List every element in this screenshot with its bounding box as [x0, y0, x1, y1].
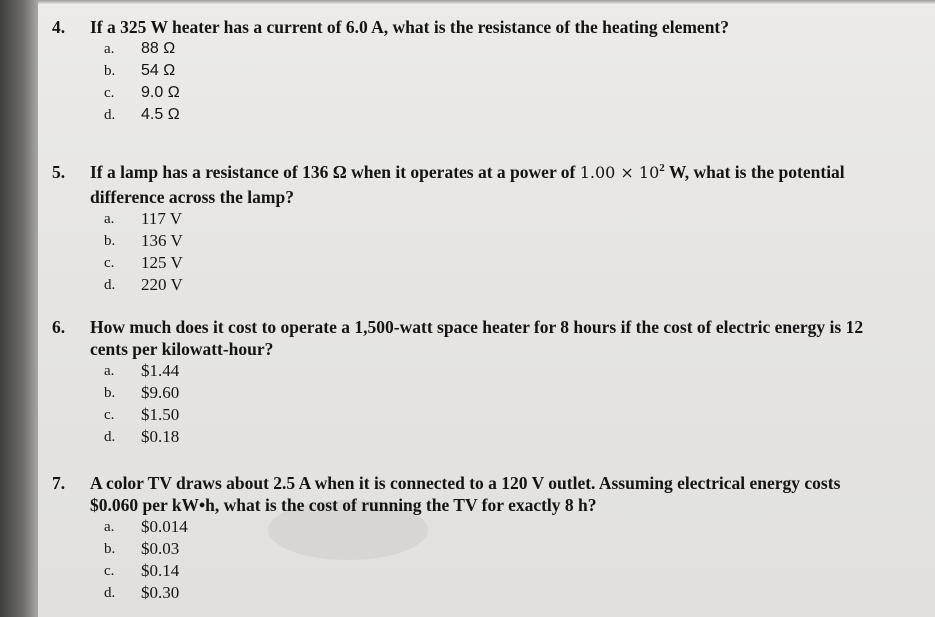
answer-choice-a[interactable] [104, 38, 729, 60]
question-5 [52, 161, 845, 296]
choice-letter: b. [104, 541, 116, 557]
question-text-line-1: How much does it cost to operate a 1,500-watt space heater for 8 hours if the cost of electric energy is 12 [90, 317, 864, 337]
choice-value: 4.5 Ω [141, 106, 180, 123]
question-text-line-2: $0.060 per kW•h, what is the cost of running the TV for exactly 8 h? [90, 495, 597, 515]
question-number: 5. [52, 162, 66, 182]
choice-letter: a. [104, 41, 115, 57]
question-4-stem [52, 16, 729, 38]
answer-choice-b[interactable] [104, 538, 840, 560]
photo-top-edge [38, 0, 935, 4]
choice-letter: b. [104, 233, 116, 249]
question-text: W, what is the potential [664, 162, 845, 182]
choice-letter: d. [104, 107, 116, 123]
choice-letter: b. [104, 63, 116, 79]
answer-choices [52, 38, 729, 126]
choice-value: $0.18 [141, 427, 180, 446]
photo-left-edge [0, 0, 38, 617]
question-7 [52, 472, 840, 604]
answer-choice-d[interactable] [104, 104, 729, 126]
question-6 [52, 316, 863, 448]
question-4 [52, 16, 729, 126]
choice-value: $0.014 [141, 517, 188, 536]
question-text-line-1: A color TV draws about 2.5 A when it is connected to a 120 V outlet. Assuming electrical energy costs [90, 473, 841, 493]
choice-letter: b. [104, 385, 116, 401]
choice-letter: d. [104, 277, 116, 293]
answer-choice-a[interactable] [104, 360, 863, 382]
choice-value: $0.03 [141, 539, 180, 558]
question-5-stem [52, 161, 845, 208]
choice-value: $9.60 [141, 383, 180, 402]
question-number: 7. [52, 473, 66, 493]
question-text-line-2: difference across the lamp? [90, 187, 294, 207]
question-6-stem [52, 316, 863, 360]
answer-choice-c[interactable] [104, 560, 840, 582]
answer-choice-d[interactable] [104, 582, 840, 604]
answer-choice-b[interactable] [104, 60, 729, 82]
question-7-stem [52, 472, 840, 516]
answer-choice-c[interactable] [104, 82, 729, 104]
answer-choice-b[interactable] [104, 382, 863, 404]
math-expression: 1.00 × 10 [579, 163, 660, 182]
choice-value: $1.50 [141, 405, 180, 424]
choice-letter: a. [104, 211, 115, 227]
choice-letter: c. [104, 255, 115, 271]
choice-value: 117 V [141, 209, 183, 228]
question-number: 4. [52, 17, 66, 37]
choice-value: $1.44 [141, 361, 180, 380]
choice-value: $0.14 [141, 561, 180, 580]
question-number: 6. [52, 317, 66, 337]
choice-value: 125 V [141, 253, 183, 272]
answer-choice-c[interactable] [104, 252, 845, 274]
choice-letter: a. [104, 363, 115, 379]
choice-value: 9.0 Ω [141, 84, 180, 101]
choice-letter: d. [104, 429, 116, 445]
question-text: If a 325 W heater has a current of 6.0 A, what is the resistance of the heating element? [90, 17, 730, 37]
answer-choices [52, 208, 845, 296]
question-text-line-1 [90, 161, 845, 186]
answer-choice-b[interactable] [104, 230, 845, 252]
answer-choices [52, 360, 863, 448]
choice-letter: c. [104, 85, 115, 101]
choice-value: 88 Ω [141, 40, 176, 57]
choice-letter: c. [104, 407, 115, 423]
question-text: If a lamp has a resistance of 136 Ω when it operates at a power of [90, 162, 580, 182]
choice-letter: c. [104, 563, 115, 579]
exponent: 2 [659, 162, 665, 174]
choice-letter: d. [104, 585, 116, 601]
choice-value: 136 V [141, 231, 183, 250]
choice-value: 220 V [141, 275, 183, 294]
answer-choice-a[interactable] [104, 516, 840, 538]
answer-choice-d[interactable] [104, 426, 863, 448]
choice-value: 54 Ω [141, 62, 176, 79]
choice-value: $0.30 [141, 583, 180, 602]
answer-choice-c[interactable] [104, 404, 863, 426]
choice-letter: a. [104, 519, 115, 535]
answer-choice-d[interactable] [104, 274, 845, 296]
question-text-line-2: cents per kilowatt-hour? [90, 339, 274, 359]
answer-choice-a[interactable] [104, 208, 845, 230]
answer-choices [52, 516, 840, 604]
